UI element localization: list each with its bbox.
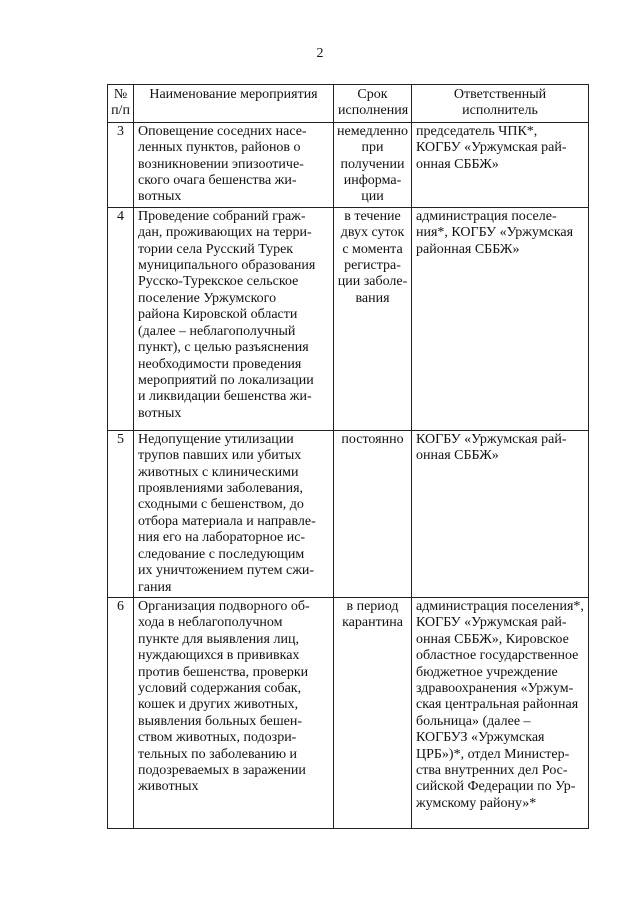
text-line: жумскому району»* xyxy=(416,795,537,811)
table-row xyxy=(108,122,589,207)
text-line: постоянно xyxy=(341,431,404,447)
text-line: муниципального образования xyxy=(138,258,316,274)
text-line: вания xyxy=(355,290,390,306)
text-line: районная СББЖ» xyxy=(416,241,520,257)
text-line: немедленно xyxy=(337,123,408,139)
text-line: при xyxy=(361,140,384,156)
text-line: администрация поселения*, xyxy=(416,598,584,614)
text-line: ского очага бешенства жи- xyxy=(138,173,297,189)
table-header-row xyxy=(108,85,589,123)
text-line: исполнитель xyxy=(462,103,538,119)
text-line: КОГБУ «Уржумская рай- xyxy=(416,615,567,631)
text-line: в течение xyxy=(344,208,401,224)
text-line: исполнения xyxy=(338,103,409,119)
text-line: их уничтожением путем сжи- xyxy=(138,563,315,579)
header-term xyxy=(334,85,412,123)
text-line: Срок xyxy=(357,87,388,102)
text-line: поселение Уржумского xyxy=(138,290,277,306)
row-term xyxy=(334,597,412,828)
row-number: 4 xyxy=(108,207,134,430)
text-line: ЦРБ»)*, отдел Министер- xyxy=(416,746,570,762)
text-line: вотных xyxy=(138,189,182,205)
row-term xyxy=(334,207,412,430)
row-responsible xyxy=(412,597,589,828)
text-line: выявления больных бешен- xyxy=(138,713,303,729)
text-line: тельных по заболеванию и xyxy=(138,746,298,762)
text-line: Наименование мероприятия xyxy=(149,87,318,102)
text-line: Оповещение соседних насе- xyxy=(138,123,307,139)
text-line: в период xyxy=(346,598,399,614)
text-line: онная СББЖ», Кировское xyxy=(416,631,569,647)
text-line: дан, проживающих на терри- xyxy=(138,225,312,241)
text-line: (далее – неблагополучный xyxy=(138,323,296,339)
header-name xyxy=(134,85,334,123)
text-line: карантина xyxy=(342,615,403,631)
text-line: с момента xyxy=(342,241,403,257)
text-line: регистра- xyxy=(344,258,401,274)
row-responsible xyxy=(412,207,589,430)
row-number: 3 xyxy=(108,122,134,207)
row-measure xyxy=(134,122,334,207)
text-line: района Кировской области xyxy=(138,307,298,323)
text-line: необходимости проведения xyxy=(138,356,302,372)
text-line: № xyxy=(113,87,128,102)
text-line: Организация подворного об- xyxy=(138,598,310,614)
text-line: ции xyxy=(361,189,384,205)
text-line: ленных пунктов, районов о xyxy=(138,140,301,156)
page-number: 2 xyxy=(316,46,324,61)
text-line: условий содержания собак, xyxy=(138,680,302,696)
text-line: Недопущение утилизации xyxy=(138,431,294,447)
text-line: двух суток xyxy=(340,225,405,241)
text-line: кошек и других животных, xyxy=(138,697,299,713)
text-line: трупов павших или убитых xyxy=(138,448,302,464)
text-line: информа- xyxy=(343,173,402,189)
text-line: бюджетное учреждение xyxy=(416,664,558,680)
text-line: председатель ЧПК*, xyxy=(416,123,538,139)
header-number xyxy=(108,85,134,123)
row-responsible xyxy=(412,122,589,207)
text-line: нуждающихся в прививках xyxy=(138,648,300,664)
text-line: ства внутренних дел Рос- xyxy=(416,762,568,778)
text-line: КОГБУ «Уржумская рай- xyxy=(416,431,567,447)
text-line: вотных xyxy=(138,405,182,421)
text-line: КОГБУ «Уржумская рай- xyxy=(416,140,567,156)
row-term xyxy=(334,430,412,597)
row-number: 5 xyxy=(108,430,134,597)
row-responsible xyxy=(412,430,589,597)
table-row xyxy=(108,430,589,597)
text-line: животных с клиническими xyxy=(138,464,299,480)
text-line: Проведение собраний граж- xyxy=(138,208,306,224)
row-term xyxy=(334,122,412,207)
text-line: отбора материала и направле- xyxy=(138,513,316,529)
text-line: п/п xyxy=(111,103,130,119)
text-line: ния его на лабораторное ис- xyxy=(138,530,306,546)
text-line: ции заболе- xyxy=(337,274,408,290)
table-row xyxy=(108,597,589,828)
measures-table xyxy=(107,84,589,829)
text-line: администрация поселе- xyxy=(416,208,557,224)
text-line: ния*, КОГБУ «Уржумская xyxy=(416,225,574,241)
row-number: 6 xyxy=(108,597,134,828)
text-line: следование с последующим xyxy=(138,546,305,562)
text-line: получении xyxy=(340,156,405,172)
text-line: онная СББЖ» xyxy=(416,448,499,464)
text-line: Русско-Турекское сельское xyxy=(138,274,299,290)
text-line: пункт), с целью разъяснения xyxy=(138,340,309,356)
text-line: гания xyxy=(138,579,172,595)
text-line: пункте для выявления лиц, xyxy=(138,631,299,647)
row-measure xyxy=(134,207,334,430)
header-responsible xyxy=(412,85,589,123)
text-line: ством животных, подозри- xyxy=(138,730,297,746)
text-line: сийской Федерации по Ур- xyxy=(416,779,576,795)
text-line: подозреваемых в заражении xyxy=(138,762,306,778)
text-line: животных xyxy=(138,779,199,795)
text-line: и ликвидации бешенства жи- xyxy=(138,389,312,405)
text-line: здравоохранения «Уржум- xyxy=(416,680,574,696)
text-line: тории села Русский Турек xyxy=(138,241,294,257)
text-line: проявлениями заболевания, xyxy=(138,481,304,497)
text-line: возникновении эпизоотиче- xyxy=(138,156,304,172)
row-measure xyxy=(134,597,334,828)
table-row xyxy=(108,207,589,430)
text-line: против бешенства, проверки xyxy=(138,664,309,680)
text-line: ская центральная районная xyxy=(416,697,579,713)
text-line: больница» (далее – xyxy=(416,713,531,729)
text-line: КОГБУЗ «Уржумская xyxy=(416,730,545,746)
text-line: мероприятий по локализации xyxy=(138,372,314,388)
text-line: хода в неблагополучном xyxy=(138,615,283,631)
text-line: областное государственное xyxy=(416,648,579,664)
text-line: Ответственный xyxy=(453,87,547,102)
row-measure xyxy=(134,430,334,597)
text-line: онная СББЖ» xyxy=(416,156,499,172)
text-line: сходными с бешенством, до xyxy=(138,497,304,513)
